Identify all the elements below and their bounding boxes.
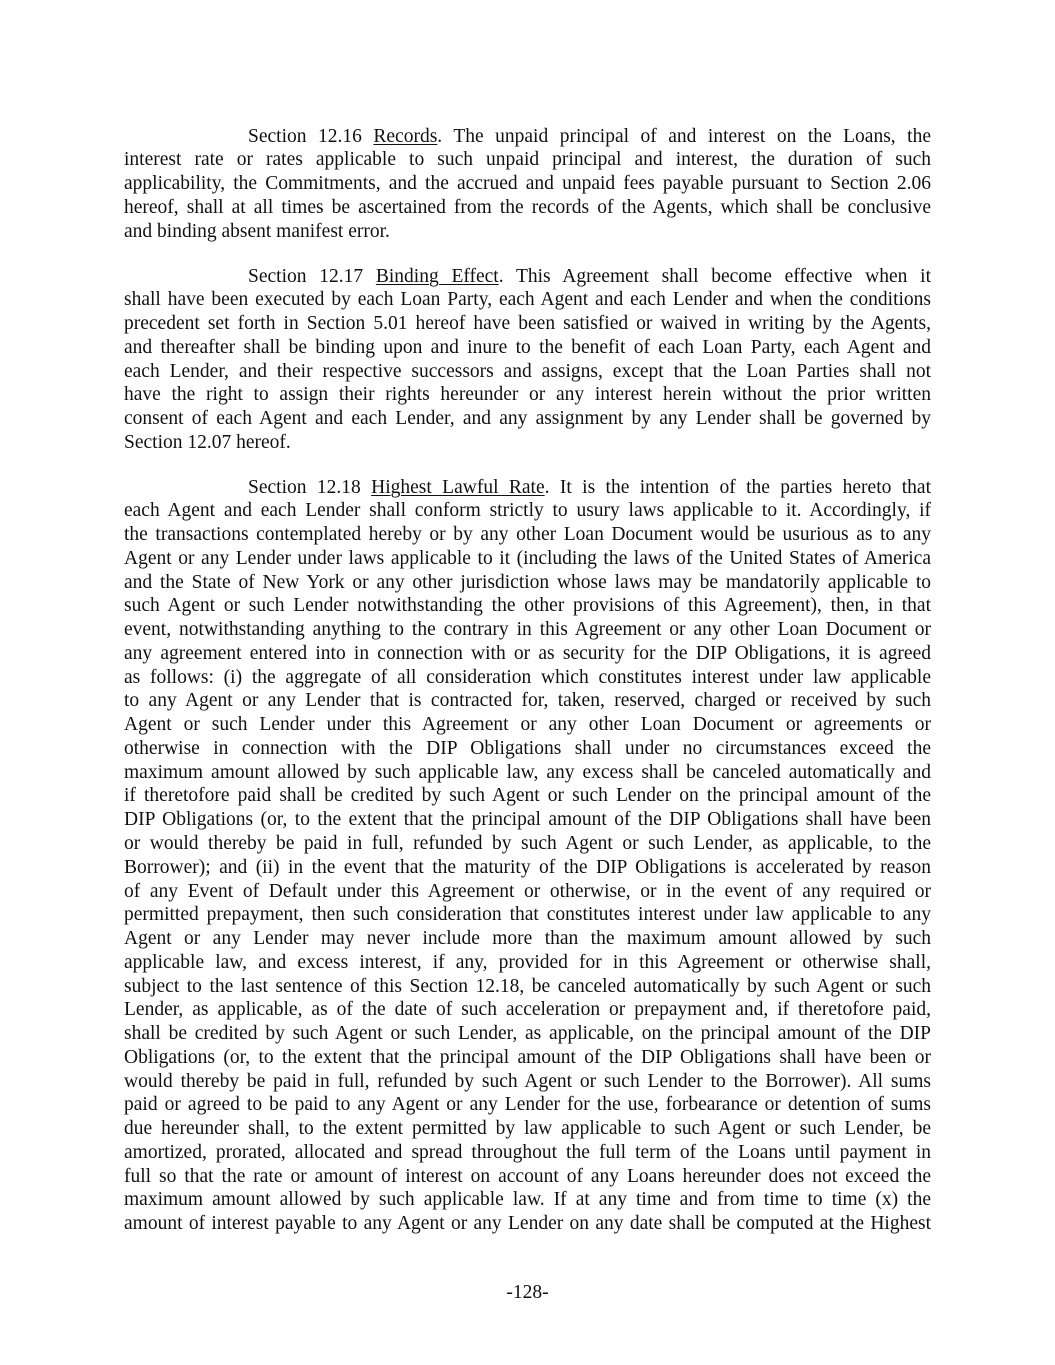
paragraph-line: consent of each Agent and each Lender, and any assignment by any Lender shall be governed by <box>124 408 931 430</box>
paragraph-line <box>124 265 931 289</box>
paragraph-line: would thereby be paid in full, refunded by such Agent or such Lender to the Borrower). All sums <box>124 1070 931 1092</box>
section-12-17-paragraph <box>124 265 931 455</box>
line-text: . The unpaid principal of and interest on the Loans, the <box>437 125 931 147</box>
paragraph-line: applicable law, and excess interest, if any, provided for in this Agreement or otherwise shall, <box>124 951 931 973</box>
section-12-18-paragraph <box>124 476 931 1237</box>
paragraph-line: full so that the rate or amount of interest on account of any Loans hereunder does not exceed the <box>124 1165 931 1187</box>
paragraph-line: amount of interest payable to any Agent or any Lender on any date shall be computed at the Highest <box>124 1213 931 1235</box>
section-heading: Records <box>373 125 438 147</box>
paragraph-line: paid or agreed to be paid to any Agent or any Lender for the use, forbearance or detention of sums <box>124 1094 931 1116</box>
paragraph-line: each Agent and each Lender shall conform strictly to usury laws applicable to it. Accordingly, if <box>124 500 931 522</box>
paragraph-line: and binding absent manifest error. <box>124 220 390 242</box>
paragraph-line: any agreement entered into in connection with or as security for the DIP Obligations, it is agreed <box>124 642 931 664</box>
paragraph-line: Agent or any Lender under laws applicable to it (including the laws of the United States of America <box>124 547 931 569</box>
line-text: . It is the intention of the parties hereto that <box>544 476 931 498</box>
paragraph-line <box>124 476 931 500</box>
paragraph-line: due hereunder shall, to the extent permitted by law applicable to such Agent or such Lender, be <box>124 1118 931 1140</box>
paragraph-line: subject to the last sentence of this Section 12.18, be canceled automatically by such Agent or such <box>124 975 931 997</box>
paragraph-line: such Agent or such Lender notwithstanding the other provisions of this Agreement), then, in that <box>124 595 931 617</box>
paragraph-line: Lender, as applicable, as of the date of such acceleration or prepayment and, if theretofore paid, <box>124 999 931 1021</box>
paragraph-line: permitted prepayment, then such consideration that constitutes interest under law applicable to any <box>124 904 931 926</box>
paragraph-line: to any Agent or any Lender that is contracted for, taken, reserved, charged or received by such <box>124 690 931 712</box>
paragraph-line: applicability, the Commitments, and the accrued and unpaid fees payable pursuant to Section 2.06 <box>124 173 931 195</box>
section-number: Section 12.18 <box>248 476 361 498</box>
paragraph-line: if theretofore paid shall be credited by such Agent or such Lender on the principal amount of the <box>124 785 931 807</box>
paragraph-line: Borrower); and (ii) in the event that the maturity of the DIP Obligations is accelerated by reason <box>124 856 931 878</box>
paragraph-line: interest rate or rates applicable to such unpaid principal and interest, the duration of such <box>124 149 931 171</box>
paragraph-line: have the right to assign their rights hereunder or any interest herein without the prior written <box>124 384 931 406</box>
paragraph-line: maximum amount allowed by such applicable law, any excess shall be canceled automatically and <box>124 761 931 783</box>
paragraph-line: Section 12.07 hereof. <box>124 431 291 453</box>
paragraph-line: amortized, prorated, allocated and spread throughout the full term of the Loans until payment in <box>124 1141 931 1163</box>
paragraph-line: Obligations (or, to the extent that the principal amount of the DIP Obligations shall have been or <box>124 1046 931 1068</box>
section-number: Section 12.16 <box>248 125 362 147</box>
paragraph-line: and the State of New York or any other jurisdiction whose laws may be mandatorily applicable to <box>124 571 931 593</box>
paragraph-line: Agent or any Lender may never include more than the maximum amount allowed by such <box>124 928 931 950</box>
paragraph-line: or would thereby be paid in full, refunded by such Agent or such Lender, as applicable, to the <box>124 832 931 854</box>
paragraph-line: event, notwithstanding anything to the contrary in this Agreement or any other Loan Document or <box>124 619 931 641</box>
section-number: Section 12.17 <box>248 265 364 287</box>
paragraph-line: hereof, shall at all times be ascertained from the records of the Agents, which shall be conclusive <box>124 196 931 218</box>
section-heading: Highest Lawful Rate <box>371 476 545 498</box>
line-text: . This Agreement shall become effective when it <box>498 265 931 287</box>
paragraph-line: and thereafter shall be binding upon and inure to the benefit of each Loan Party, each Agent and <box>124 336 931 358</box>
paragraph-line: the transactions contemplated hereby or by any other Loan Document would be usurious as to any <box>124 524 931 546</box>
paragraph-line <box>124 125 931 149</box>
paragraph-line: Agent or such Lender under this Agreement or any other Loan Document or agreements or <box>124 714 931 736</box>
page-number: -128- <box>506 1282 549 1303</box>
paragraph-line: as follows: (i) the aggregate of all consideration which constitutes interest under law applicable <box>124 666 931 688</box>
paragraph-line: precedent set forth in Section 5.01 hereof have been satisfied or waived in writing by the Agents, <box>124 313 931 335</box>
section-heading: Binding Effect <box>375 265 499 287</box>
paragraph-line: shall be credited by such Agent or such Lender, as applicable, on the principal amount of the DIP <box>124 1023 931 1045</box>
paragraph-line: shall have been executed by each Loan Party, each Agent and each Lender and when the conditions <box>124 289 931 311</box>
section-12-16-paragraph <box>124 125 931 244</box>
paragraph-line: otherwise in connection with the DIP Obligations shall under no circumstances exceed the <box>124 737 931 759</box>
paragraph-line: of any Event of Default under this Agreement or otherwise, or in the event of any required or <box>124 880 931 902</box>
paragraph-line: maximum amount allowed by such applicable law. If at any time and from time to time (x) the <box>124 1189 931 1211</box>
paragraph-line: each Lender, and their respective successors and assigns, except that the Loan Parties shall not <box>124 360 931 382</box>
paragraph-line: DIP Obligations (or, to the extent that the principal amount of the DIP Obligations shall have been <box>124 809 931 831</box>
